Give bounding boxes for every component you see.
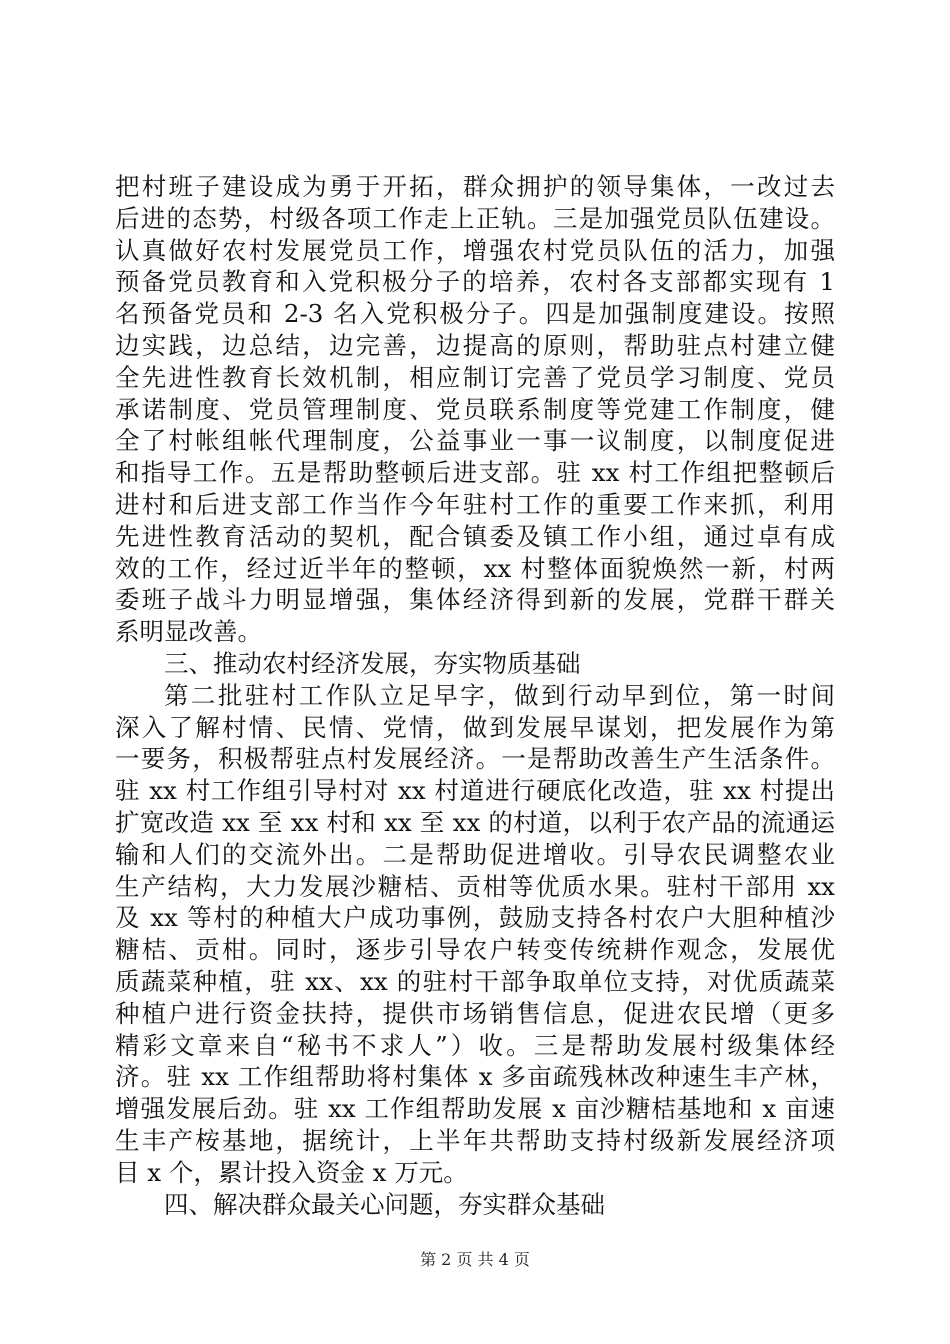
paragraph-line: 效的工作，经过近半年的整顿，xx 村整体面貌焕然一新，村两 [115, 553, 835, 583]
paragraph-line: 济。驻 xx 工作组帮助将村集体 x 多亩疏残林改种速生丰产林， [115, 1062, 835, 1092]
paragraph-line: 生丰产桉基地，据统计，上半年共帮助支持村级新发展经济项 [115, 1125, 835, 1155]
document-body [115, 171, 835, 1220]
paragraph-line: 委班子战斗力明显增强，集体经济得到新的发展，党群干群关 [115, 585, 835, 615]
paragraph-line: 一要务，积极帮驻点村发展经济。一是帮助改善生产生活条件。 [115, 744, 835, 774]
paragraph-line: 全了村帐组帐代理制度，公益事业一事一议制度，以制度促进 [115, 426, 835, 456]
paragraph-line: 第二批驻村工作队立足早字，做到行动早到位，第一时间 [164, 680, 835, 710]
paragraph-line: 认真做好农村发展党员工作，增强农村党员队伍的活力，加强 [115, 235, 835, 265]
paragraph-line: 边实践，边总结，边完善，边提高的原则，帮助驻点村建立健 [115, 330, 835, 360]
paragraph-line: 承诺制度、党员管理制度、党员联系制度等党建工作制度，健 [115, 394, 835, 424]
paragraph-line: 把村班子建设成为勇于开拓，群众拥护的领导集体，一改过去 [115, 172, 835, 201]
paragraph-line: 名预备党员和 2-3 名入党积极分子。四是加强制度建设。按照 [115, 299, 835, 329]
paragraph-line: 种植户进行资金扶持，提供市场销售信息，促进农民增（更多 [115, 998, 835, 1028]
paragraph-line: 生产结构，大力发展沙糖桔、贡柑等优质水果。驻村干部用 xx [115, 871, 835, 901]
paragraph-line: 扩宽改造 xx 至 xx 村和 xx 至 xx 的村道，以利于农产品的流通运 [115, 807, 835, 837]
paragraph-line: 全先进性教育长效机制，相应制订完善了党员学习制度、党员 [115, 362, 835, 392]
section-heading: 四、解决群众最关心问题，夯实群众基础 [164, 1189, 605, 1219]
paragraph-line: 系明显改善。 [115, 617, 262, 647]
paragraph-line: 精彩文章来自“秘书不求人”）收。三是帮助发展村级集体经 [115, 1030, 835, 1060]
paragraph-line: 预备党员教育和入党积极分子的培养，农村各支部都实现有 1 [115, 267, 835, 297]
page-footer: 第 2 页 共 4 页 [420, 1250, 530, 1269]
paragraph-line: 深入了解村情、民情、党情，做到发展早谋划，把发展作为第 [115, 712, 835, 742]
section-heading: 三、推动农村经济发展，夯实物质基础 [164, 648, 581, 678]
paragraph-line: 糖桔、贡柑。同时，逐步引导农户转变传统耕作观念，发展优 [115, 935, 835, 965]
paragraph-line: 质蔬菜种植，驻 xx、xx 的驻村干部争取单位支持，对优质蔬菜 [115, 966, 835, 996]
paragraph-line: 后进的态势，村级各项工作走上正轨。三是加强党员队伍建设。 [115, 203, 835, 233]
paragraph-line: 及 xx 等村的种植大户成功事例，鼓励支持各村农户大胆种植沙 [115, 903, 835, 933]
paragraph-line: 先进性教育活动的契机，配合镇委及镇工作小组，通过卓有成 [115, 521, 835, 551]
paragraph-line: 和指导工作。五是帮助整顿后进支部。驻 xx 村工作组把整顿后 [115, 458, 835, 488]
paragraph-line: 进村和后进支部工作当作今年驻村工作的重要工作来抓，利用 [115, 489, 835, 519]
paragraph-line: 输和人们的交流外出。二是帮助促进增收。引导农民调整农业 [115, 839, 835, 869]
paragraph-line: 增强发展后劲。驻 xx 工作组帮助发展 x 亩沙糖桔基地和 x 亩速 [115, 1094, 835, 1124]
paragraph-line: 驻 xx 村工作组引导村对 xx 村道进行硬底化改造，驻 xx 村提出 [115, 776, 835, 806]
paragraph-line: 目 x 个，累计投入资金 x 万元。 [115, 1157, 468, 1187]
